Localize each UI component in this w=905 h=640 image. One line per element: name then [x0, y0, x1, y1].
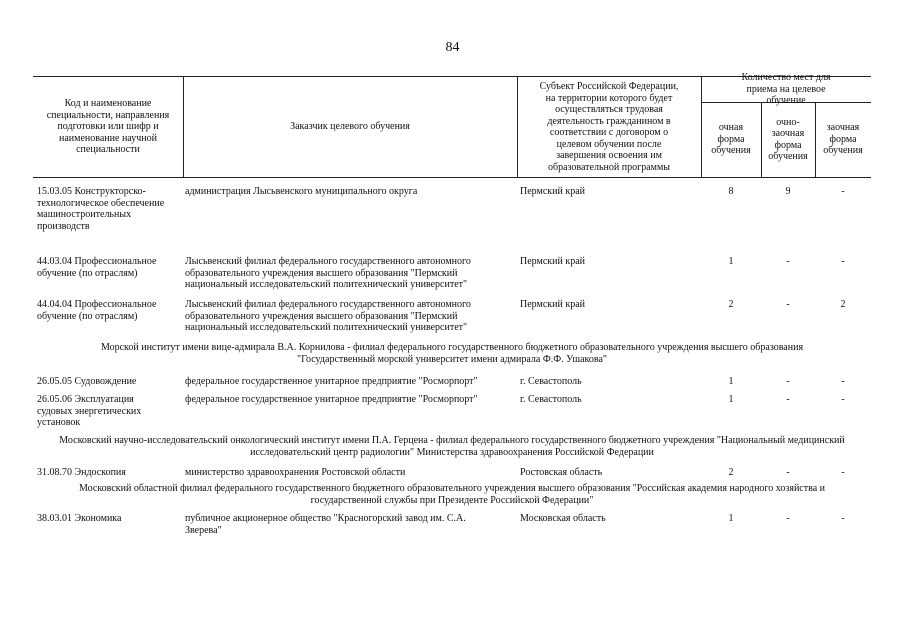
header-correspondence: заочная форма обучения: [823, 122, 863, 157]
row-region: г. Севастополь: [520, 394, 582, 405]
row-region: Московская область: [520, 513, 606, 524]
table-row: [33, 186, 871, 256]
row-customer: федеральное государственное унитарное предприятие "Росморпорт": [185, 376, 478, 387]
header-quota: Количество мест для приема на целевое обучение: [741, 72, 831, 107]
row-customer: федеральное государственное унитарное предприятие "Росморпорт": [185, 394, 478, 405]
page-number: 84: [445, 40, 460, 55]
row-parttime: -: [786, 513, 790, 524]
row-correspondence: -: [841, 186, 845, 197]
row-region: Пермский край: [520, 186, 585, 197]
row-correspondence: -: [841, 394, 845, 405]
row-region: Пермский край: [520, 256, 585, 267]
row-parttime: -: [786, 256, 790, 267]
header-region: Субъект Российской Федерации, на территории которого будет осуществляться трудовая деятельность гражданином в соответствии с договором о целевом обучении после завершения освоения им образовательной программы: [539, 81, 679, 173]
row-fulltime: 2: [728, 467, 734, 478]
institution-heading: Московский научно-исследовательский онкологический институт имени П.А. Герцена - филиал федерального государственного бюджетного учреждения "Национальный медицинский исследовательский центр радиологии" Министерства здравоохранения Российской Федерации: [59, 435, 845, 458]
table-row: [33, 513, 871, 543]
table-row: [33, 467, 871, 483]
row-parttime: 9: [785, 186, 791, 197]
row-correspondence: -: [841, 376, 845, 387]
row-code: 26.05.05 Судовождение: [37, 376, 137, 387]
row-correspondence: -: [841, 513, 845, 524]
row-region: Пермский край: [520, 299, 585, 310]
row-fulltime: 1: [728, 256, 734, 267]
row-code: 44.03.04 Профессиональное обучение (по отраслям): [37, 256, 157, 279]
row-region: г. Севастополь: [520, 376, 582, 387]
row-code: 44.04.04 Профессиональное обучение (по отраслям): [37, 299, 157, 322]
institution-heading: Морской институт имени вице-адмирала В.А. Корнилова - филиал федерального государственного бюджетного образовательного учреждения высшего образования "Государственный морской университет имени адмирала Ф.Ф. Ушакова": [100, 342, 804, 365]
row-customer: администрация Лысьвенского муниципального округа: [185, 186, 418, 197]
table-row: [33, 394, 871, 435]
row-customer: Лысьвенский филиал федерального государственного автономного образовательного учреждения высшего образования "Пермский национальный исследовательский политехнический университет": [185, 299, 471, 333]
row-parttime: -: [786, 394, 790, 405]
row-fulltime: 8: [728, 186, 734, 197]
row-code: 31.08.70 Эндоскопия: [37, 467, 126, 478]
row-code: 38.03.01 Экономика: [37, 513, 122, 524]
row-customer: публичное акционерное общество "Красногорский завод им. С.А. Зверева": [185, 513, 466, 536]
table-row: [33, 376, 871, 394]
header-parttime: очно-заочная форма обучения: [768, 116, 808, 162]
row-parttime: -: [786, 376, 790, 387]
table-header: [33, 72, 871, 178]
row-customer: министерство здравоохранения Ростовской области: [185, 467, 406, 478]
table-row: [33, 299, 871, 342]
table-body: [33, 186, 871, 543]
row-correspondence: -: [841, 256, 845, 267]
row-fulltime: 1: [728, 513, 734, 524]
row-correspondence: -: [841, 467, 845, 478]
header-code: Код и наименование специальности, направления подготовки или шифр и наименование научной специальности: [46, 98, 170, 156]
row-fulltime: 1: [728, 376, 734, 387]
table-row: [33, 256, 871, 299]
row-code: 26.05.06 Эксплуатация судовых энергетических установок: [37, 394, 142, 428]
row-customer: Лысьвенский филиал федерального государственного автономного образовательного учреждения высшего образования "Пермский национальный исследовательский политехнический университет": [185, 256, 471, 290]
row-correspondence: 2: [840, 299, 846, 310]
row-code: 15.03.05 Конструкторско-технологическое обеспечение машиностроительных производств: [37, 186, 165, 232]
row-parttime: -: [786, 467, 790, 478]
row-parttime: -: [786, 299, 790, 310]
header-fulltime: очная форма обучения: [711, 122, 751, 157]
institution-heading: Московский областной филиал федерального государственного бюджетного образовательного учреждения высшего образования "Российская академия народного хозяйства и государственной службы при Президенте Российской Федерации": [79, 483, 825, 506]
row-fulltime: 1: [728, 394, 734, 405]
row-region: Ростовская область: [520, 467, 603, 478]
header-customer: Заказчик целевого обучения: [290, 121, 410, 133]
row-fulltime: 2: [728, 299, 734, 310]
